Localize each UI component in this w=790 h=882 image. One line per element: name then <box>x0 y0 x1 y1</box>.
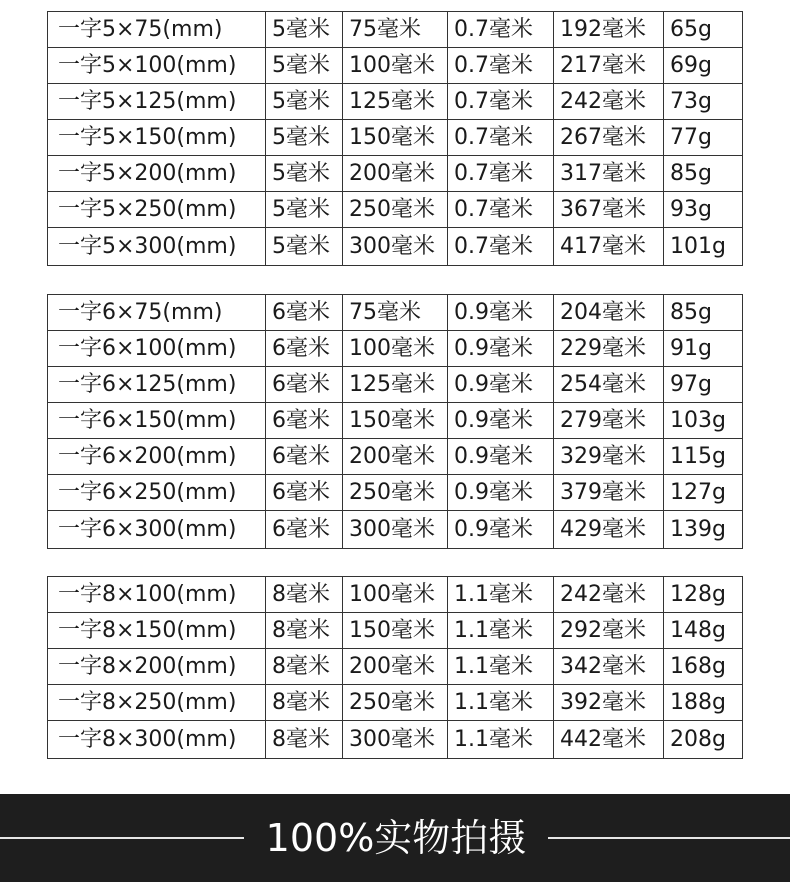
cell-total-length: 217毫米 <box>554 48 664 84</box>
cell-blade-thickness: 1.1毫米 <box>448 685 554 721</box>
table-row <box>48 613 743 649</box>
cell-weight: 65g <box>664 12 743 48</box>
cell-blade-width: 8毫米 <box>266 721 343 759</box>
cell-total-length: 279毫米 <box>554 403 664 439</box>
cell-blade-width: 6毫米 <box>266 439 343 475</box>
cell-model: 一字6×250(mm) <box>48 475 266 511</box>
cell-weight: 103g <box>664 403 743 439</box>
cell-model: 一字6×125(mm) <box>48 367 266 403</box>
table-row <box>48 475 743 511</box>
cell-blade-thickness: 1.1毫米 <box>448 721 554 759</box>
cell-blade-width: 6毫米 <box>266 511 343 549</box>
spec-table-5mm <box>47 11 743 266</box>
cell-blade-thickness: 1.1毫米 <box>448 649 554 685</box>
cell-blade-thickness: 0.7毫米 <box>448 156 554 192</box>
cell-weight: 77g <box>664 120 743 156</box>
cell-total-length: 342毫米 <box>554 649 664 685</box>
cell-model: 一字5×200(mm) <box>48 156 266 192</box>
table-row <box>48 721 743 759</box>
cell-blade-width: 8毫米 <box>266 649 343 685</box>
table-row <box>48 84 743 120</box>
cell-model: 一字6×75(mm) <box>48 295 266 331</box>
cell-blade-width: 8毫米 <box>266 577 343 613</box>
table-row <box>48 331 743 367</box>
cell-blade-length: 100毫米 <box>343 331 448 367</box>
cell-blade-width: 6毫米 <box>266 367 343 403</box>
cell-blade-length: 300毫米 <box>343 721 448 759</box>
cell-model: 一字6×300(mm) <box>48 511 266 549</box>
cell-weight: 139g <box>664 511 743 549</box>
cell-weight: 69g <box>664 48 743 84</box>
cell-blade-length: 200毫米 <box>343 439 448 475</box>
table-row <box>48 120 743 156</box>
spec-table-8mm <box>47 576 743 759</box>
cell-blade-width: 6毫米 <box>266 331 343 367</box>
cell-blade-length: 125毫米 <box>343 84 448 120</box>
cell-blade-length: 150毫米 <box>343 120 448 156</box>
cell-blade-width: 5毫米 <box>266 12 343 48</box>
cell-blade-length: 100毫米 <box>343 577 448 613</box>
cell-total-length: 192毫米 <box>554 12 664 48</box>
cell-weight: 188g <box>664 685 743 721</box>
cell-weight: 208g <box>664 721 743 759</box>
cell-weight: 85g <box>664 295 743 331</box>
cell-total-length: 242毫米 <box>554 84 664 120</box>
table-row <box>48 48 743 84</box>
cell-blade-thickness: 0.7毫米 <box>448 192 554 228</box>
table-row <box>48 577 743 613</box>
cell-blade-thickness: 0.7毫米 <box>448 228 554 266</box>
cell-blade-length: 250毫米 <box>343 685 448 721</box>
footer-title: 100%实物拍摄 <box>265 816 527 860</box>
cell-total-length: 442毫米 <box>554 721 664 759</box>
cell-total-length: 429毫米 <box>554 511 664 549</box>
cell-blade-width: 5毫米 <box>266 84 343 120</box>
cell-blade-width: 5毫米 <box>266 192 343 228</box>
cell-blade-thickness: 0.7毫米 <box>448 12 554 48</box>
cell-blade-thickness: 0.7毫米 <box>448 48 554 84</box>
cell-blade-width: 5毫米 <box>266 120 343 156</box>
cell-blade-length: 75毫米 <box>343 295 448 331</box>
cell-weight: 168g <box>664 649 743 685</box>
cell-blade-width: 8毫米 <box>266 685 343 721</box>
cell-model: 一字5×125(mm) <box>48 84 266 120</box>
cell-weight: 91g <box>664 331 743 367</box>
cell-blade-thickness: 0.9毫米 <box>448 331 554 367</box>
cell-model: 一字8×250(mm) <box>48 685 266 721</box>
cell-weight: 97g <box>664 367 743 403</box>
cell-total-length: 392毫米 <box>554 685 664 721</box>
cell-blade-width: 6毫米 <box>266 403 343 439</box>
cell-blade-length: 200毫米 <box>343 649 448 685</box>
cell-blade-thickness: 0.7毫米 <box>448 84 554 120</box>
cell-total-length: 267毫米 <box>554 120 664 156</box>
cell-total-length: 317毫米 <box>554 156 664 192</box>
cell-blade-length: 250毫米 <box>343 192 448 228</box>
cell-blade-length: 75毫米 <box>343 12 448 48</box>
cell-blade-width: 8毫米 <box>266 613 343 649</box>
cell-total-length: 367毫米 <box>554 192 664 228</box>
cell-model: 一字5×250(mm) <box>48 192 266 228</box>
footer-divider-left <box>0 837 244 839</box>
cell-weight: 101g <box>664 228 743 266</box>
cell-blade-length: 300毫米 <box>343 511 448 549</box>
cell-blade-thickness: 0.9毫米 <box>448 367 554 403</box>
cell-blade-length: 150毫米 <box>343 403 448 439</box>
cell-total-length: 254毫米 <box>554 367 664 403</box>
cell-weight: 115g <box>664 439 743 475</box>
table-row <box>48 649 743 685</box>
cell-model: 一字5×75(mm) <box>48 12 266 48</box>
cell-blade-length: 200毫米 <box>343 156 448 192</box>
cell-blade-thickness: 0.9毫米 <box>448 295 554 331</box>
cell-model: 一字8×150(mm) <box>48 613 266 649</box>
table-row <box>48 403 743 439</box>
cell-blade-thickness: 0.9毫米 <box>448 403 554 439</box>
cell-model: 一字8×200(mm) <box>48 649 266 685</box>
cell-model: 一字6×150(mm) <box>48 403 266 439</box>
cell-model: 一字6×200(mm) <box>48 439 266 475</box>
table-row <box>48 12 743 48</box>
footer-divider-right <box>548 837 790 839</box>
cell-model: 一字8×100(mm) <box>48 577 266 613</box>
cell-model: 一字6×100(mm) <box>48 331 266 367</box>
cell-total-length: 204毫米 <box>554 295 664 331</box>
cell-weight: 93g <box>664 192 743 228</box>
cell-model: 一字8×300(mm) <box>48 721 266 759</box>
cell-weight: 127g <box>664 475 743 511</box>
cell-blade-thickness: 1.1毫米 <box>448 577 554 613</box>
cell-total-length: 229毫米 <box>554 331 664 367</box>
table-row <box>48 156 743 192</box>
table-row <box>48 192 743 228</box>
cell-total-length: 292毫米 <box>554 613 664 649</box>
cell-blade-length: 300毫米 <box>343 228 448 266</box>
cell-blade-width: 5毫米 <box>266 156 343 192</box>
cell-blade-width: 6毫米 <box>266 475 343 511</box>
cell-blade-thickness: 1.1毫米 <box>448 613 554 649</box>
table-row <box>48 367 743 403</box>
cell-total-length: 329毫米 <box>554 439 664 475</box>
cell-blade-thickness: 0.9毫米 <box>448 511 554 549</box>
cell-blade-length: 125毫米 <box>343 367 448 403</box>
spec-table-6mm <box>47 294 743 549</box>
cell-blade-thickness: 0.9毫米 <box>448 475 554 511</box>
cell-total-length: 417毫米 <box>554 228 664 266</box>
cell-weight: 148g <box>664 613 743 649</box>
cell-total-length: 379毫米 <box>554 475 664 511</box>
cell-weight: 73g <box>664 84 743 120</box>
cell-blade-width: 6毫米 <box>266 295 343 331</box>
cell-blade-width: 5毫米 <box>266 48 343 84</box>
cell-model: 一字5×100(mm) <box>48 48 266 84</box>
cell-blade-thickness: 0.9毫米 <box>448 439 554 475</box>
cell-blade-length: 100毫米 <box>343 48 448 84</box>
table-row <box>48 685 743 721</box>
table-row <box>48 511 743 549</box>
cell-weight: 128g <box>664 577 743 613</box>
footer-banner <box>0 794 790 882</box>
cell-blade-width: 5毫米 <box>266 228 343 266</box>
cell-model: 一字5×150(mm) <box>48 120 266 156</box>
cell-blade-thickness: 0.7毫米 <box>448 120 554 156</box>
cell-total-length: 242毫米 <box>554 577 664 613</box>
cell-weight: 85g <box>664 156 743 192</box>
table-row <box>48 295 743 331</box>
table-row <box>48 439 743 475</box>
table-row <box>48 228 743 266</box>
cell-blade-length: 150毫米 <box>343 613 448 649</box>
cell-blade-length: 250毫米 <box>343 475 448 511</box>
cell-model: 一字5×300(mm) <box>48 228 266 266</box>
